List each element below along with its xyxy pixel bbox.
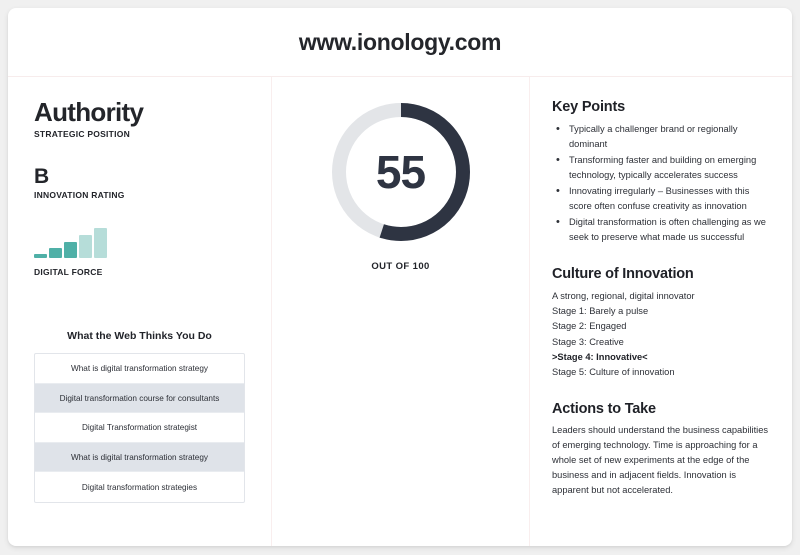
list-item[interactable]: Digital Transformation strategist [35, 413, 244, 443]
score-gauge [330, 101, 472, 243]
actions-title: Actions to Take [552, 400, 656, 417]
key-point-item: • Transforming faster and building on emerging technology, typically accelerates success [552, 153, 770, 183]
culture-stage-2: Stage 2: Engaged [552, 321, 627, 332]
digital-force-label: DIGITAL FORCE [34, 267, 103, 278]
culture-stage-3: Stage 3: Creative [552, 336, 624, 347]
actions-text: Leaders should understand the business capabilities of emerging technology. Time is approaching for a whole set of new experiments at the edge of the business and in adjacent fields. Innovation is apparent but not accelerated. [552, 424, 769, 495]
culture-stage-4: >Stage 4: Innovative< [552, 351, 648, 362]
right-panel [530, 77, 792, 546]
key-point-item: • Innovating irregularly – Businesses with this score often confuse creativity as innovation [552, 184, 770, 214]
innovation-rating-value: B [34, 165, 50, 189]
culture-section [552, 266, 770, 379]
gauge-value: 55 [375, 146, 426, 198]
key-point-item: • Typically a challenger brand or regionally dominant [552, 122, 770, 152]
list-item[interactable]: Digital transformation strategies [81, 482, 198, 492]
actions-section [552, 401, 770, 498]
list-item[interactable]: What is digital transformation strategy [35, 443, 244, 473]
culture-title: Culture of Innovation [552, 266, 694, 283]
gauge-caption: OUT OF 100 [371, 261, 430, 272]
culture-stage-5: Stage 5: Culture of innovation [552, 366, 675, 377]
list-item[interactable]: What is digital transformation strategy [35, 354, 244, 384]
culture-intro: A strong, regional, digital innovator [552, 291, 695, 302]
key-point-item: • Digital transformation is often challenging as we seek to preserve what made us successful [552, 215, 770, 245]
digital-force-chart [34, 228, 245, 258]
authority-heading: Authority [34, 97, 144, 127]
gauge-wrap [272, 95, 529, 272]
digital-force-bar-5 [94, 228, 107, 258]
digital-force-bar-1 [34, 254, 47, 258]
web-thinks-title: What the Web Thinks You Do [67, 330, 212, 343]
culture-stage-1: Stage 1: Barely a pulse [552, 306, 649, 317]
report-card [8, 8, 792, 546]
list-item[interactable]: Digital transformation course for consultants [35, 384, 244, 414]
strategic-position-label: STRATEGIC POSITION [34, 129, 130, 140]
culture-stage-list [552, 304, 770, 379]
page-title: www.ionology.com [298, 28, 502, 55]
key-points-list [552, 122, 770, 245]
digital-force-bar-3 [64, 242, 77, 258]
gauge-panel [271, 77, 530, 546]
report-body [8, 77, 792, 546]
innovation-rating-label: INNOVATION RATING [34, 190, 125, 201]
digital-force-bar-4 [79, 235, 92, 258]
web-thinks-list [34, 353, 245, 503]
left-panel [8, 77, 271, 546]
digital-force-bar-2 [49, 248, 62, 258]
page-header [8, 8, 792, 77]
key-points-title: Key Points [552, 99, 625, 115]
